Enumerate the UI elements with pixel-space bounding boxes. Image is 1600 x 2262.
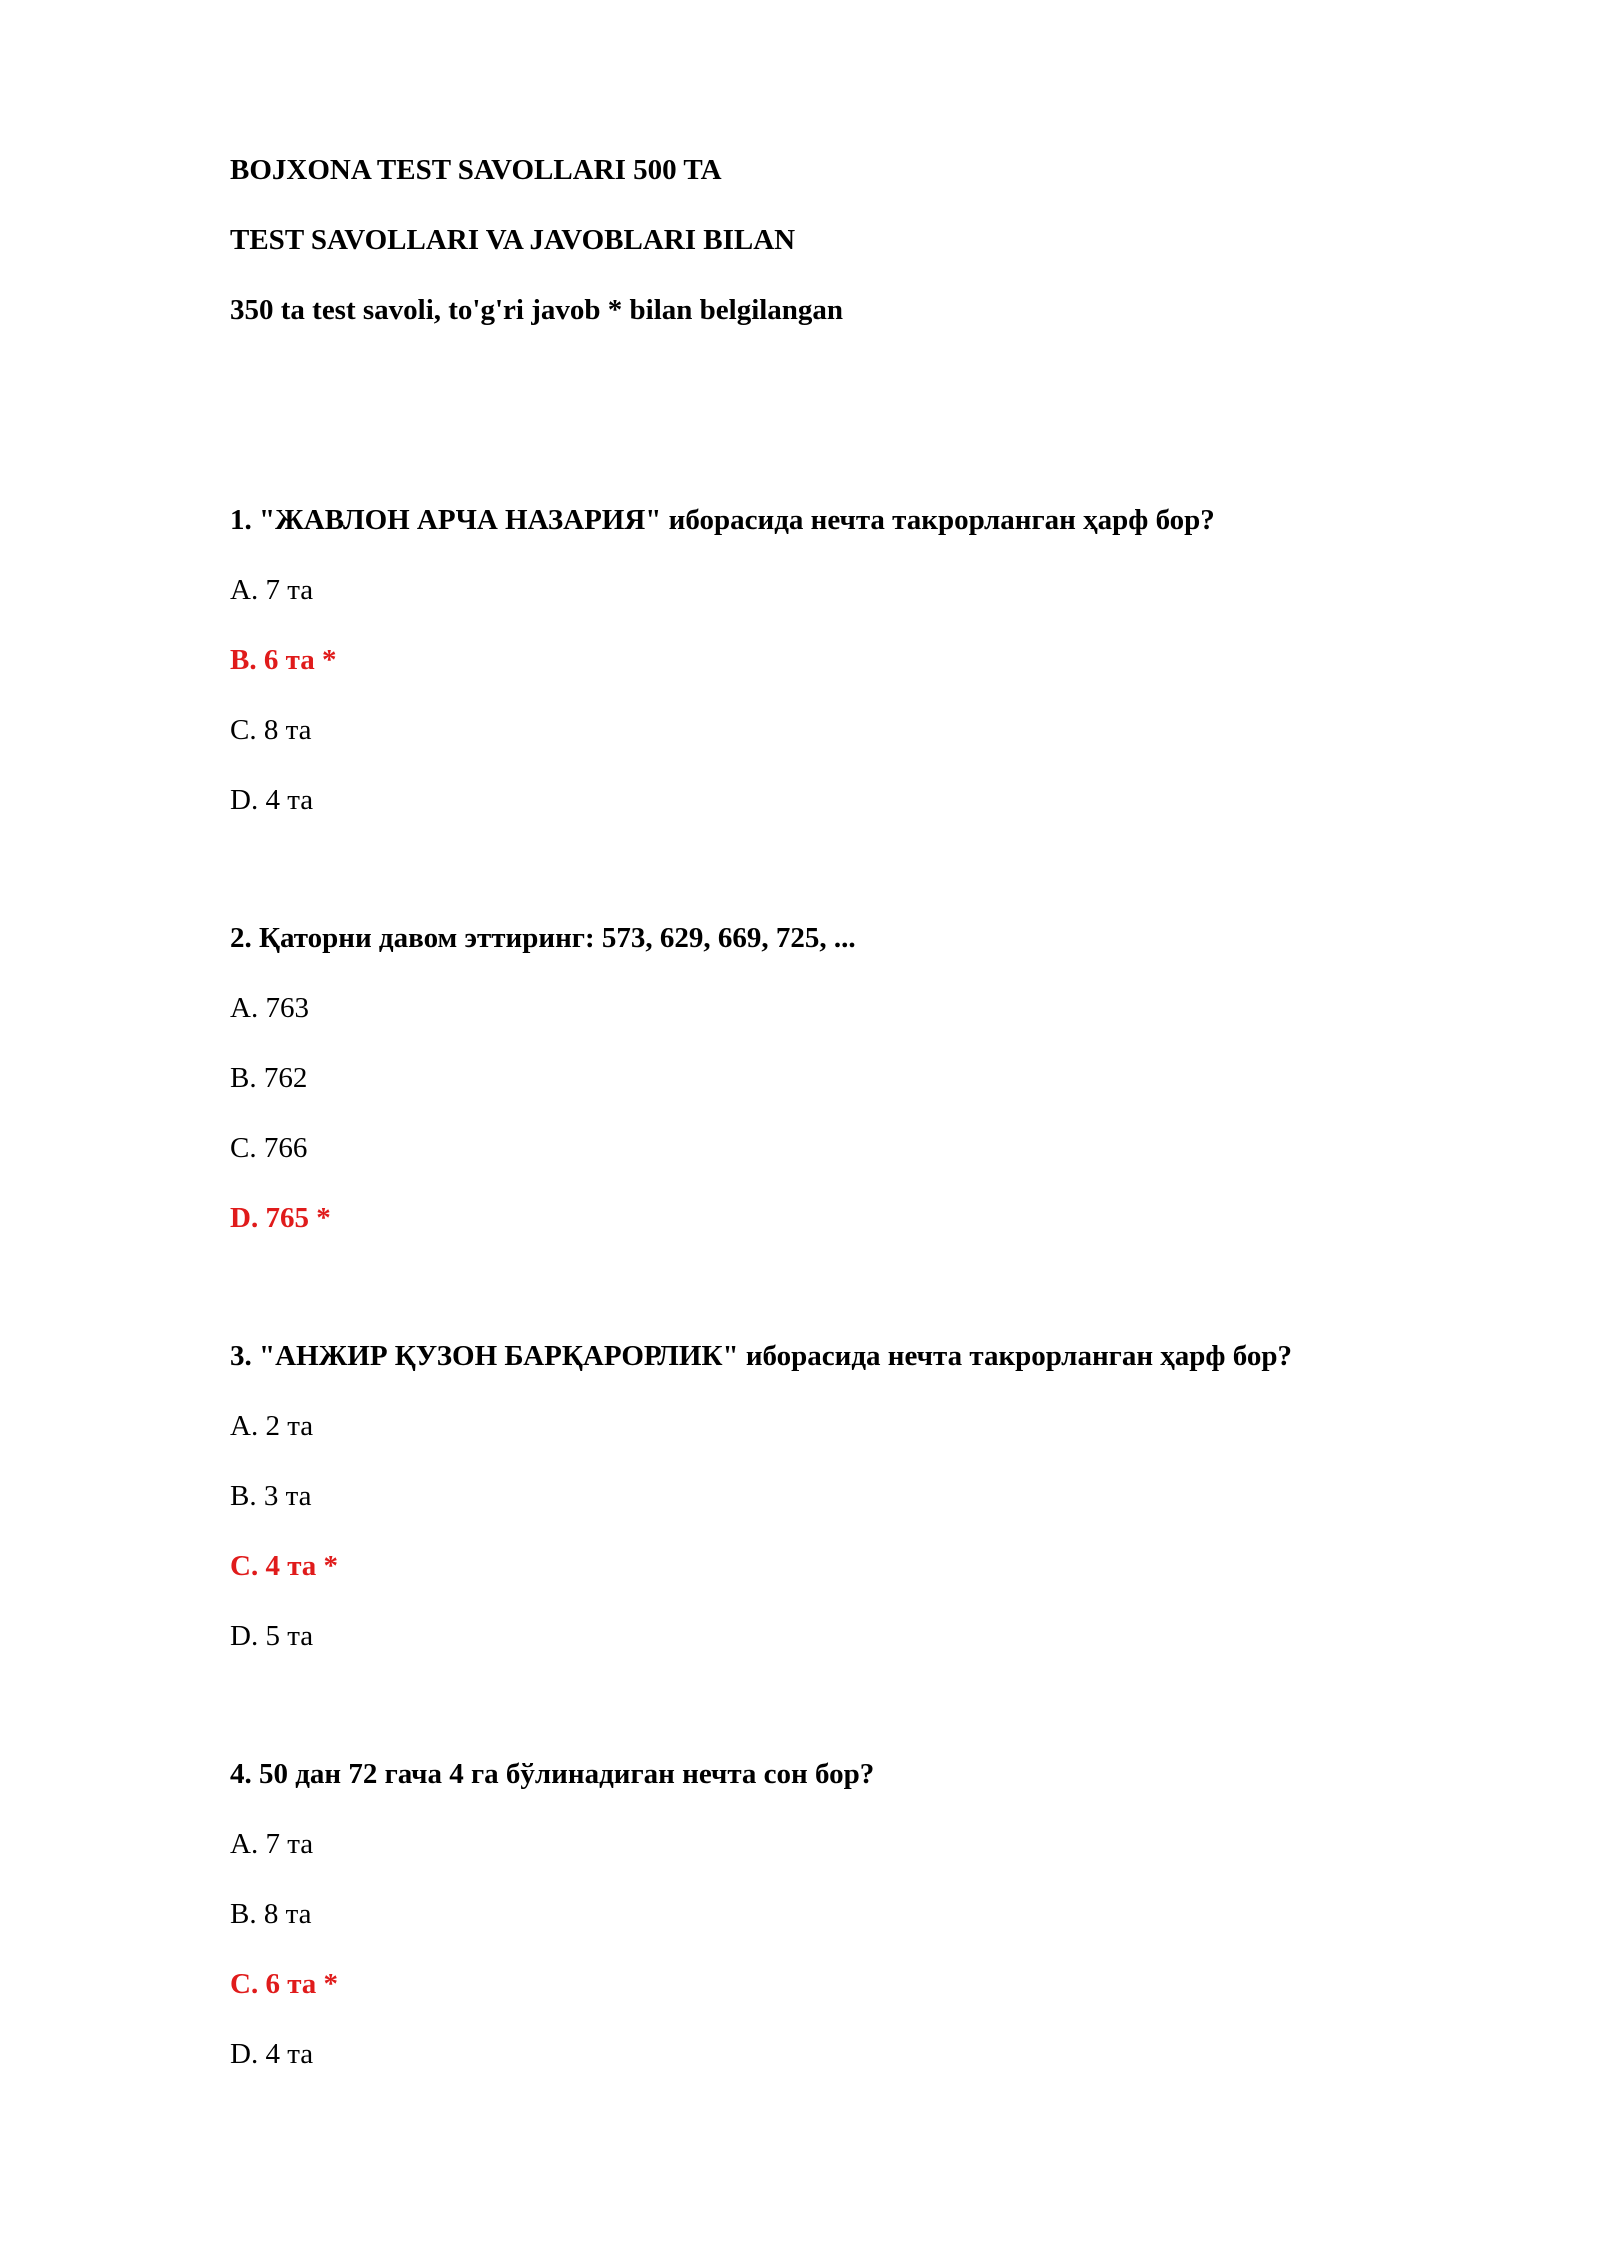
question-1-option-a: A. 7 та (230, 574, 314, 606)
document-note: 350 ta test savoli, to'g'ri javob * bilan belgilangan (230, 294, 844, 326)
question-1-option-d: D. 4 та (230, 784, 314, 816)
question-1-option-c: C. 8 та (230, 714, 312, 746)
question-3-option-b: B. 3 та (230, 1480, 312, 1512)
question-4-option-a: A. 7 та (230, 1828, 314, 1860)
question-2-option-c: C. 766 (230, 1132, 308, 1164)
question-4-option-c-correct: C. 6 та * (230, 1968, 339, 2000)
question-3-option-d: D. 5 та (230, 1620, 314, 1652)
question-1-option-b-correct: B. 6 та * (230, 644, 337, 676)
question-2-option-a: A. 763 (230, 992, 309, 1024)
question-4-option-b: B. 8 та (230, 1898, 312, 1930)
question-3-option-a: A. 2 та (230, 1410, 314, 1442)
question-4-text: 4. 50 дан 72 гача 4 га бўлинадиган нечта сон бор? (230, 1758, 875, 1790)
question-4-option-d: D. 4 та (230, 2038, 314, 2070)
question-1-text: 1. "ЖАВЛОН АРЧА НАЗАРИЯ" иборасида нечта такрорланган ҳарф бор? (230, 504, 1215, 536)
question-3-text: 3. "АНЖИР ҚУЗОН БАРҚАРОРЛИК" иборасида нечта такрорланган ҳарф бор? (230, 1340, 1292, 1372)
question-2-option-b: B. 762 (230, 1062, 308, 1094)
document-subtitle: TEST SAVOLLARI VA JAVOBLARI BILAN (230, 224, 796, 256)
question-2-option-d-correct: D. 765 * (230, 1202, 331, 1234)
document-title: BOJXONA TEST SAVOLLARI 500 TA (230, 154, 722, 186)
question-3-option-c-correct: C. 4 та * (230, 1550, 339, 1582)
question-2-text: 2. Қаторни давом эттиринг: 573, 629, 669, 725, ... (230, 922, 856, 954)
